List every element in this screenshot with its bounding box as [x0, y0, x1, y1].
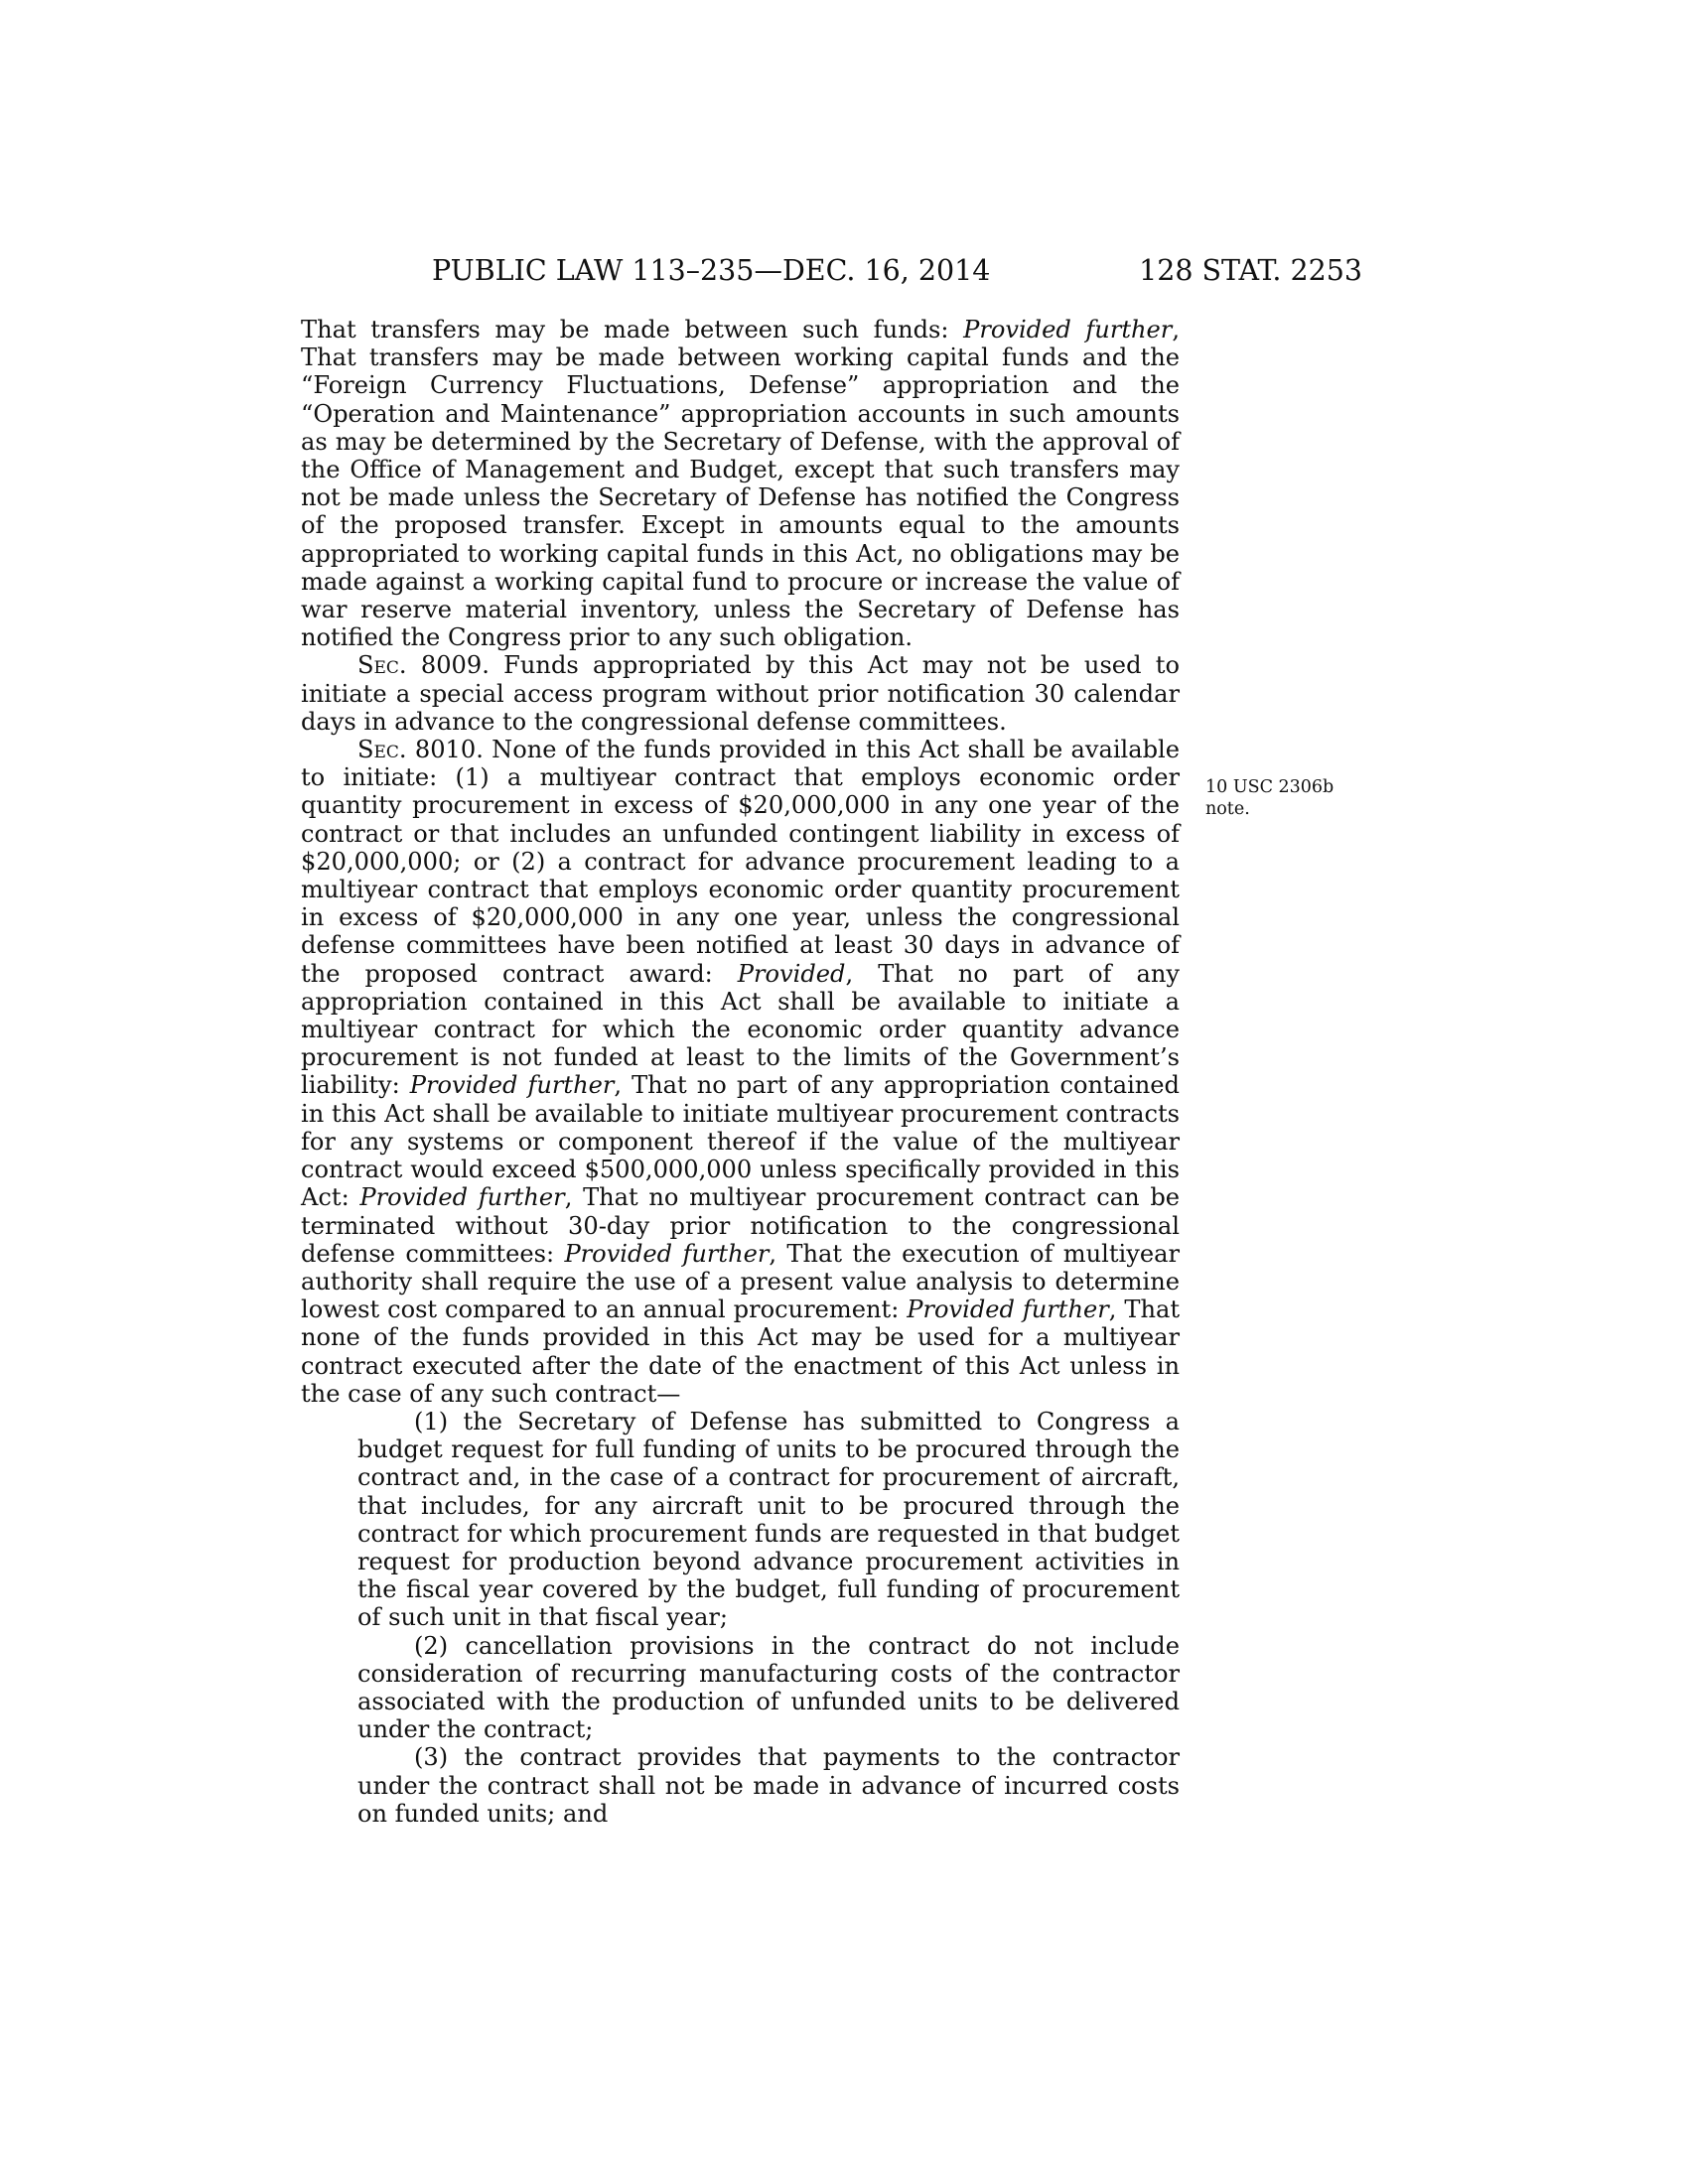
margin-note-suffix: note. — [1205, 799, 1250, 819]
section-label: Sec. 8009. — [357, 651, 490, 680]
section-label: Sec. 8010. — [357, 736, 484, 764]
statute-page-number: 128 STAT. 2253 — [1139, 254, 1362, 287]
continued-paragraph: That transfers may be made between such funds: Provided further, That transfers may be made between working capital funds and the “Foreign Currency Fluctuations, Defense” appropriation and the “Operation and Maintenance” appropriation accounts in such amounts as may be determined by the Secretary of Defense, with the approval of the Office of Management and Budget, except that such transfers may not be made unless the Secretary of Defense has notified the Congress of the proposed transfer. Except in amounts equal to the amounts appropriated to working capital funds in this Act, no obligations may be made against a working capital fund to procure or increase the value of war reserve material inventory, unless the Secretary of Defense has notified the Congress prior to any such obligation. — [301, 316, 1180, 652]
body-text — [301, 316, 1180, 1828]
page-header — [298, 251, 1362, 291]
list-item: (2) cancellation provisions in the contract do not include consideration of recurring manufacturing costs of the contractor associated with the production of unfunded units to be delivered under the contract; — [357, 1631, 1180, 1744]
section-8010: Sec. 8010. None of the funds provided in this Act shall be available to initiate: (1) a multiyear contract that employs economic order quantity procurement in excess of $20,000,000 in any one year of the contract or that includes an unfunded contingent liability in excess of $20,000,000; or (2) a contract for advance procurement leading to a multiyear contract that employs economic order quantity procurement in excess of $20,000,000 in any one year, unless the congressional defense committees have been notified at least 30 days in advance of the proposed contract award: Provided, That no part of any appropriation contained in this Act shall be available to initiate a multiyear contract for which the economic order quantity advance procurement is not funded at least to the limits of the Government’s liability: Provided further, That no part of any appropriation contained in this Act shall be available to initiate multiyear procurement contracts for any systems or component thereof if the value of the multiyear contract would exceed $500,000,000 unless specifically provided in this Act: Provided further, That no multiyear procurement contract can be terminated without 30-day prior notification to the congressional defense committees: Provided further, That the execution of multiyear authority shall require the use of a present value analysis to determine lowest cost compared to an annual procurement: Provided further, That none of the funds provided in this Act may be used for a multiyear contract executed after the date of the enactment of this Act unless in the case of any such contract— — [301, 736, 1181, 1408]
list-item: (3) the contract provides that payments to the contractor under the contract shall not be made in advance of incurred costs on funded units; and — [357, 1743, 1180, 1828]
law-title: PUBLIC LAW 113–235—DEC. 16, 2014 — [432, 254, 991, 287]
margin-note-citation: 10 USC 2306b — [1205, 777, 1335, 797]
margin-citation-note — [1205, 776, 1354, 820]
list-item: (1) the Secretary of Defense has submitted to Congress a budget request for full funding of units to be procured through the contract and, in the case of a contract for procurement of aircraft, that includes, for any aircraft unit to be procured through the contract for which procurement funds are requested in that budget request for production beyond advance procurement activities in the fiscal year covered by the budget, full funding of procurement of such unit in that fiscal year; — [357, 1407, 1180, 1632]
section-8009: Sec. 8009. Funds appropriated by this Act may not be used to initiate a special access program without prior notification 30 calendar days in advance to the congressional defense committees. — [301, 651, 1180, 736]
